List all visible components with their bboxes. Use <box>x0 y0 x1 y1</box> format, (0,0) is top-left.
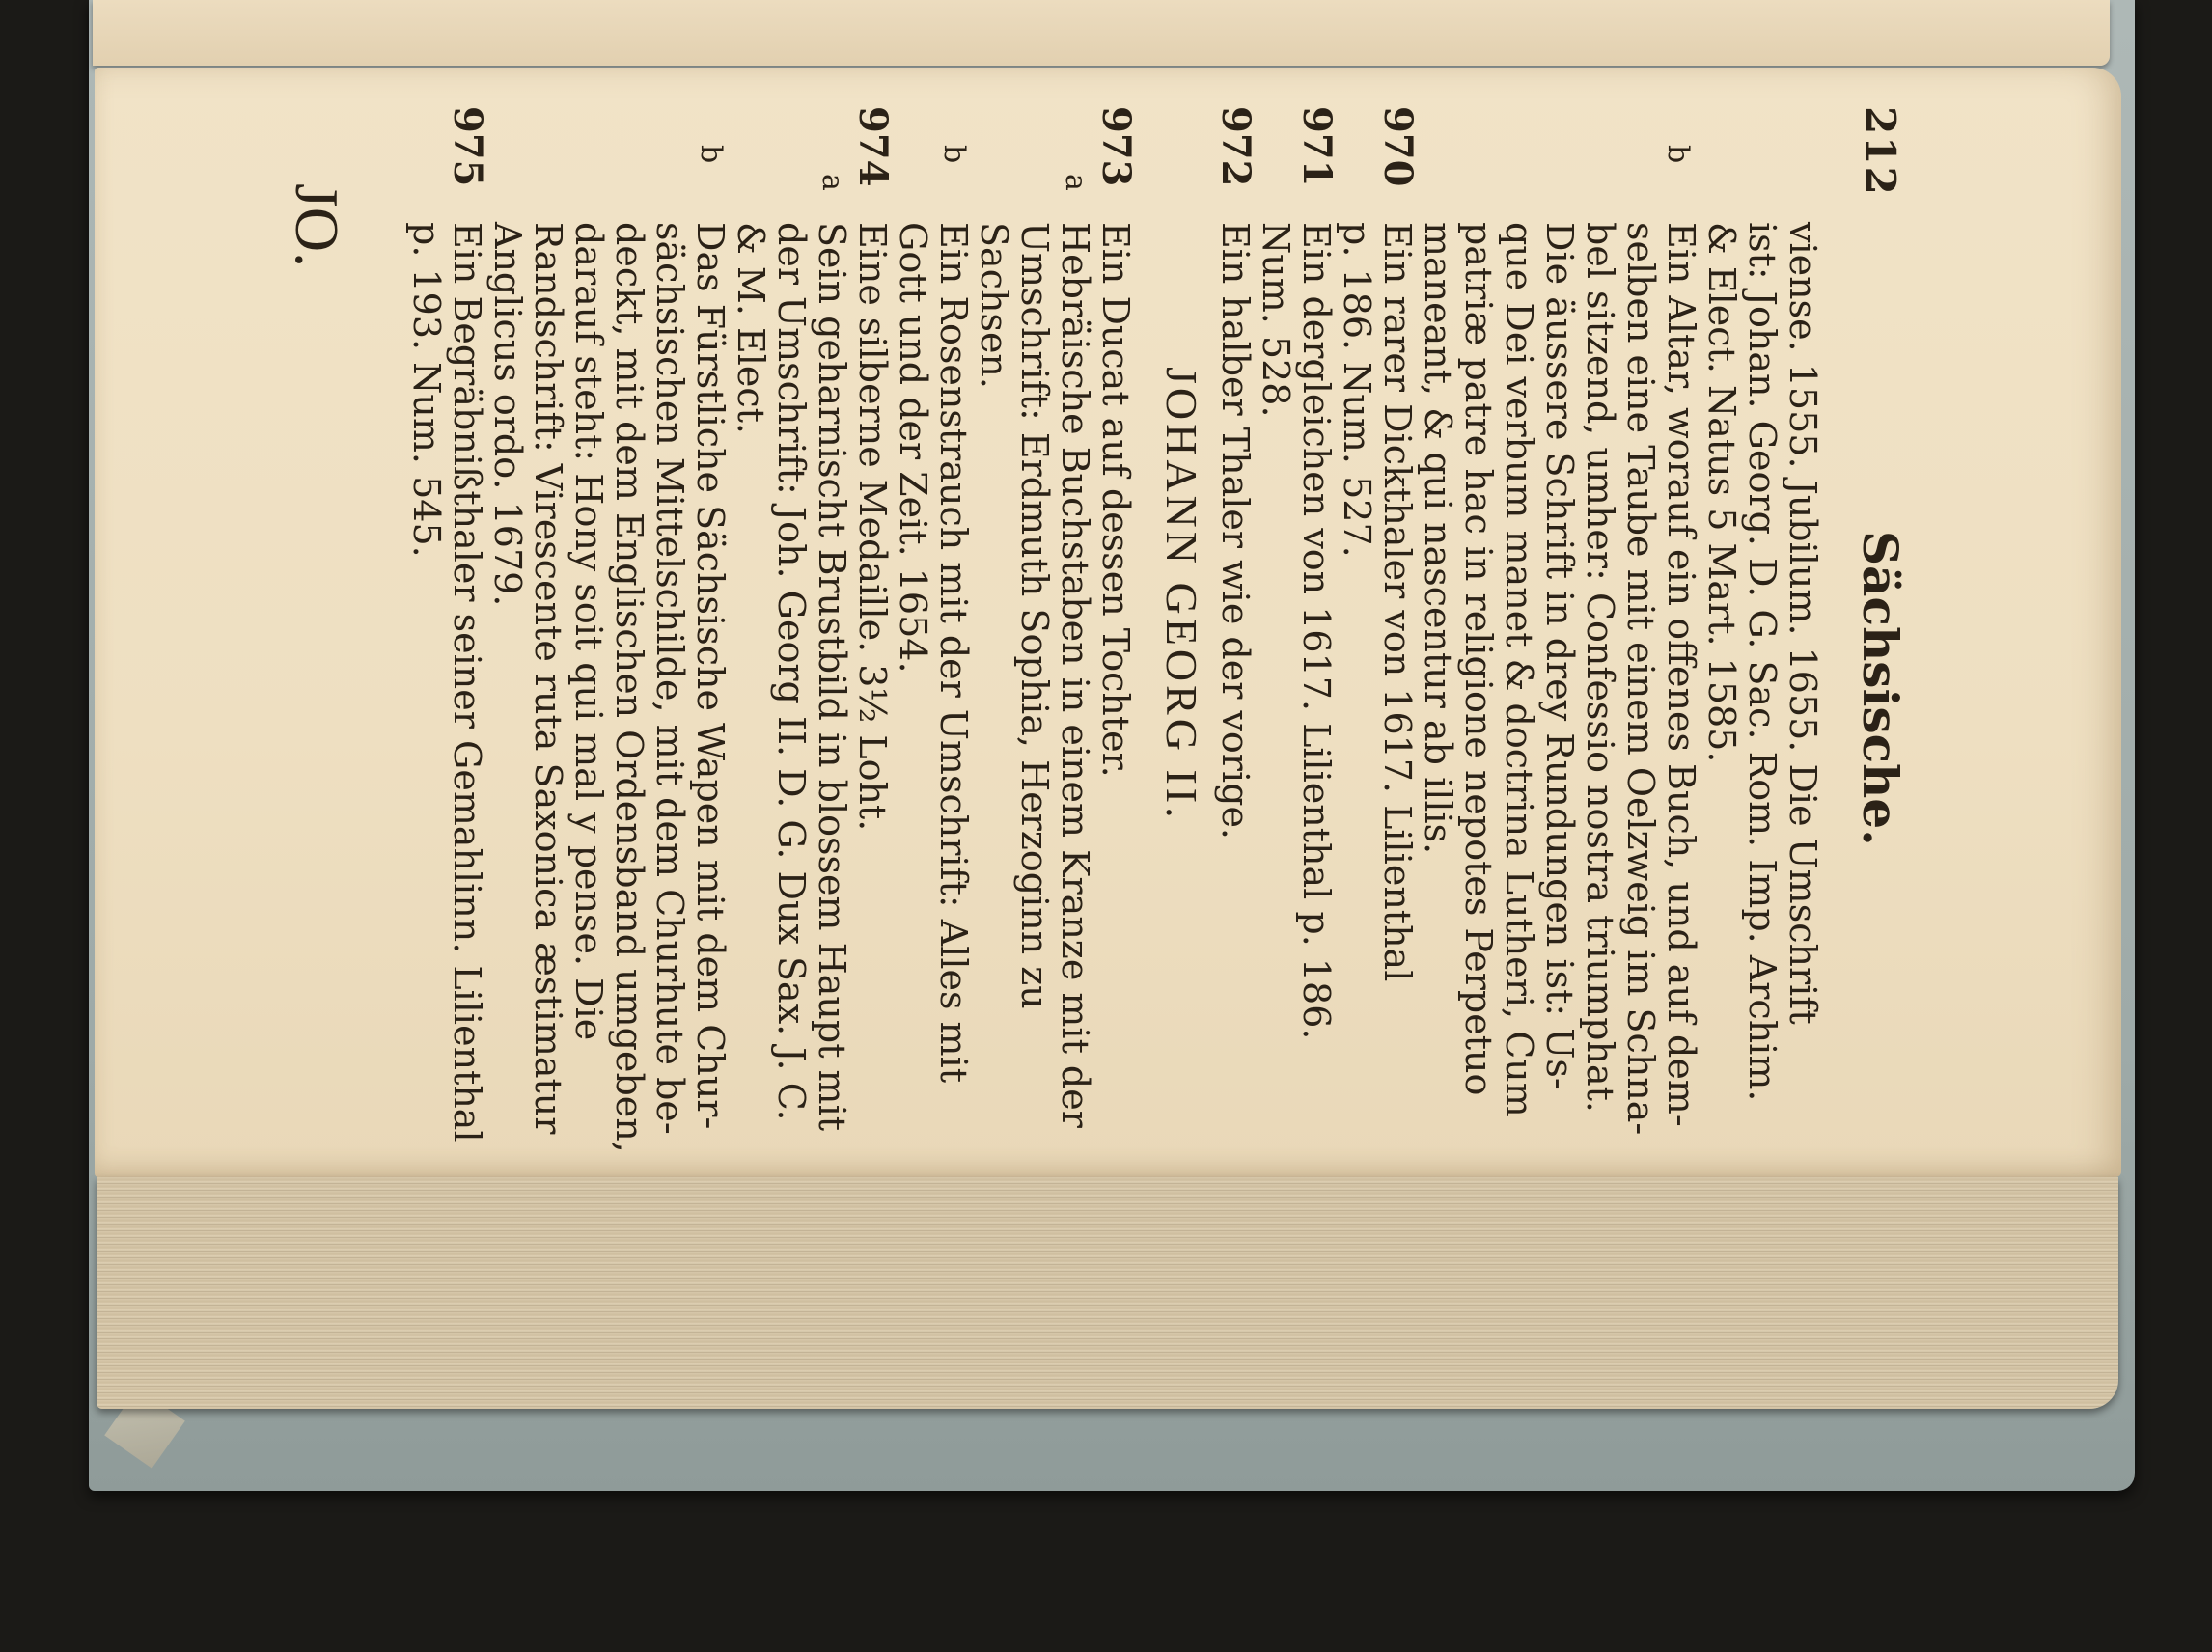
text-line: Eine silberne Medaille. 3½ Loht. <box>851 222 894 832</box>
facing-page-edge <box>93 0 2110 66</box>
text-line: der Umschrift: Joh. Georg II. D. G. Dux Sax. J. C. <box>770 222 813 1121</box>
text-line: Ein Altar, worauf ein offenes Buch, und auf dem- <box>1660 222 1702 1127</box>
text-line: Hebräische Buchstaben in einem Kranze mit der <box>1054 222 1096 1128</box>
text-line: bel sitzend, umher: Confessio nostra triumphat. <box>1579 222 1621 1113</box>
text-line: p. 186. Num. 527. <box>1336 222 1378 558</box>
text-line: Anglicus ordo. 1679. <box>486 222 529 607</box>
text-line: Ein halber Thaler wie der vorige. <box>1214 222 1257 840</box>
text-line: darauf steht: Hony soit qui mal y pense. Die <box>567 222 610 1041</box>
entry-marker: b <box>694 145 728 164</box>
text-line: maneant, & qui nascentur ab illis. <box>1417 222 1459 855</box>
text-line: patriæ patre hac in religione nepotes Perpetuo <box>1457 222 1500 1096</box>
text-line: Ein dergleichen von 1617. Lilienthal p. 186. <box>1295 222 1338 1040</box>
text-line: que Dei verbum manet & doctrina Lutheri, Cum <box>1498 222 1540 1117</box>
text-line: p. 193. Num. 545. <box>405 222 448 558</box>
entry-number: 971 <box>1294 106 1340 187</box>
text-line: Randschrift: Virescente ruta Saxonica æstimatur <box>527 222 569 1135</box>
catch-word: JO. <box>283 183 351 268</box>
text-line: selben eine Taube mit einem Oelzweig im Schna- <box>1619 222 1662 1136</box>
entry-number: 970 <box>1375 106 1421 187</box>
entry-number: 974 <box>850 106 896 187</box>
entry-number: 972 <box>1213 106 1258 187</box>
text-line: Gott und der Zeit. 1654. <box>892 222 934 674</box>
text-line: Ein Ducat auf dessen Tochter. <box>1094 222 1137 778</box>
entry-marker: a <box>816 174 849 191</box>
text-line: Sachsen. <box>973 222 1015 389</box>
text-line: Ein rarer Dickthaler von 1617. Lilienthal <box>1376 222 1419 982</box>
text-line: Umschrift: Erdmuth Sophia, Herzoginn zu <box>1013 222 1056 1009</box>
text-line: Sein geharnischt Brustbild in blossem Haupt mit <box>811 222 853 1132</box>
text-line: Ein Rosenstrauch mit der Umschrift: Alles mit <box>932 222 975 1084</box>
text-line: Num. 528. <box>1255 222 1297 418</box>
text-line: deckt, mit dem Englischen Ordensband umgeben, <box>608 222 650 1153</box>
entry-marker: b <box>1661 145 1695 164</box>
text-line: & Elect. Natus 5 Mart. 1585. <box>1700 222 1743 763</box>
text-line: & M. Elect. <box>730 222 772 434</box>
entry-marker: a <box>1059 174 1092 191</box>
page-edges <box>97 1177 2118 1409</box>
entry-number: 975 <box>445 106 490 187</box>
text-line: ist: Johan. Georg. D. G. Sac. Rom. Imp. Archim. <box>1741 222 1783 1102</box>
text-line: viense. 1555. Jubilum. 1655. Die Umschrift <box>1782 222 1824 1025</box>
text-line: Ein Begräbnißthaler seiner Gemahlinn. Lilienthal <box>446 222 488 1143</box>
page-number: 212 <box>1857 106 1904 197</box>
entry-marker: b <box>937 145 971 164</box>
section-heading: JOHANN GEORG II. <box>1157 367 1206 822</box>
text-line: Das Fürstliche Sächsische Wapen mit dem Chur- <box>689 222 732 1130</box>
text-line: sächsischen Mittelschilde, mit dem Churhute be- <box>649 222 691 1135</box>
entry-number: 973 <box>1093 106 1139 187</box>
running-title: Sächsische. <box>1852 531 1909 846</box>
text-line: Die äussere Schrift in drey Rundungen ist: Us- <box>1538 222 1581 1090</box>
page-text-block <box>106 77 1909 1153</box>
